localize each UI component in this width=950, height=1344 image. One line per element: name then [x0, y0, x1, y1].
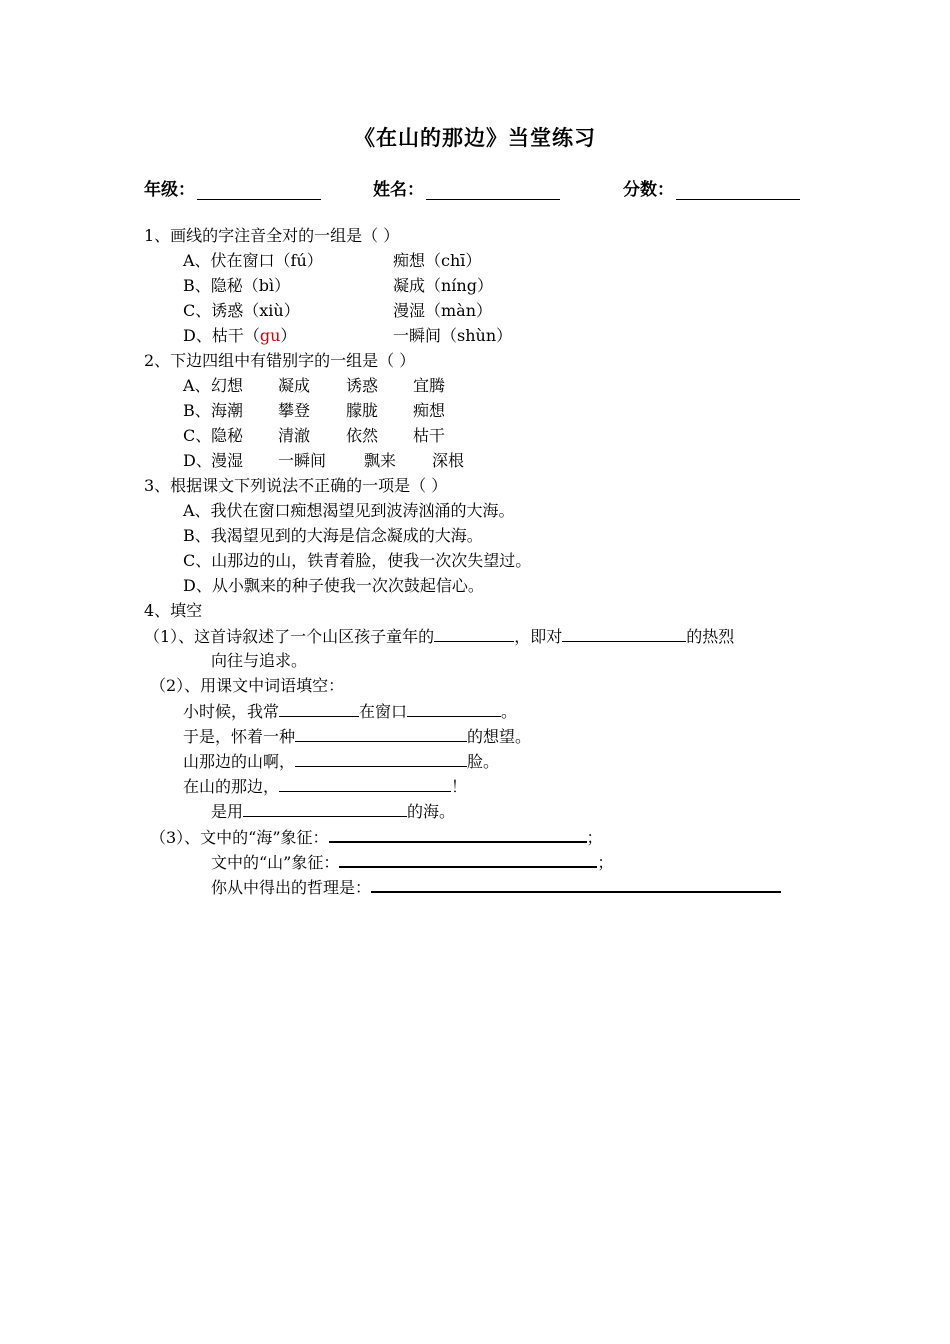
- q4-part2-l1-text-b: 在窗口: [359, 702, 408, 721]
- q4-part3-l2-text-b: ；: [597, 853, 614, 872]
- q4-part3-l1-text-b: ；: [586, 828, 603, 847]
- q3-option-b: B、我渴望见到的大海是信念凝成的大海。: [183, 526, 483, 545]
- q1-option-c-left: C、诱惑（xiù）: [183, 301, 300, 320]
- grade-label: 年级：: [144, 180, 195, 200]
- q2-option-d-word-3: 飘来: [364, 451, 397, 470]
- q4-part2-l1-blank-1[interactable]: [279, 701, 359, 717]
- q4-stem: 4、填空: [144, 601, 203, 620]
- q4-part3-sea-blank[interactable]: [329, 826, 587, 843]
- name-label: 姓名：: [373, 180, 424, 200]
- q2-option-a-word-2: 凝成: [278, 376, 311, 395]
- q4-part3-line1: [150, 826, 603, 848]
- q2-option-a-label: A、: [183, 376, 211, 395]
- q4-part2-line5: [211, 801, 455, 822]
- q4-part2-l3-blank[interactable]: [295, 751, 467, 767]
- name-field: [373, 175, 560, 200]
- q1-option-a-left: A、伏在窗口（fú）: [183, 251, 323, 270]
- q4-part3-mountain-blank[interactable]: [339, 851, 597, 868]
- q1-option-d-left: [183, 326, 296, 346]
- q4-part1-blank-1[interactable]: [434, 626, 514, 642]
- q2-option-b-word-1: 海潮: [211, 401, 244, 420]
- q2-option-c-word-2: 清澈: [278, 426, 311, 445]
- q4-part1-line1: [144, 626, 734, 647]
- q4-part2-l4-text-a: 在山的那边，: [183, 777, 280, 796]
- q4-part2-l2-text-b: 的想望。: [467, 727, 532, 746]
- q4-part3-philosophy-blank[interactable]: [371, 876, 781, 893]
- q2-option-c-word-3: 依然: [346, 426, 379, 445]
- q4-part2-l5-text-a: 是用: [211, 802, 244, 821]
- q4-part2-l3-text-a: 山那边的山啊，: [183, 752, 296, 771]
- q4-part2-l5-blank[interactable]: [243, 801, 407, 817]
- q4-part2-line4: [183, 776, 467, 797]
- score-label: 分数：: [623, 180, 674, 200]
- q4-part2-l2-text-a: 于是，怀着一种: [183, 727, 296, 746]
- q4-part2-l5-text-b: 的海。: [407, 802, 456, 821]
- q1-option-c-right: 漫湿（màn）: [393, 301, 493, 320]
- score-blank[interactable]: [676, 181, 800, 200]
- q3-option-c: C、山那边的山，铁青着脸，使我一次次失望过。: [183, 551, 532, 570]
- q2-option-a-word-1: 幻想: [211, 376, 244, 395]
- q2-option-c-word-4: 枯干: [413, 426, 446, 445]
- q4-part3-l1-text-a: （3）、文中的“海”象征：: [150, 828, 329, 847]
- q1-option-b-right: 凝成（níng）: [393, 276, 493, 295]
- q2-option-d-label: D、: [183, 451, 212, 470]
- q2-option-c-label: C、: [183, 426, 212, 445]
- q2-option-d-word-2: 一瞬间: [278, 451, 327, 470]
- q3-stem: 3、根据课文下列说法不正确的一项是（ ）: [144, 476, 448, 495]
- q4-part3-line3: [211, 876, 781, 898]
- q4-part1-text-b: ，即对: [514, 627, 563, 646]
- page-title: 《在山的那边》当堂练习: [354, 126, 596, 150]
- q4-part2-stem: （2）、用课文中词语填空：: [150, 676, 345, 695]
- q1-stem: 1、画线的字注音全对的一组是（ ）: [144, 226, 400, 245]
- q2-option-d-word-1: 漫湿: [211, 451, 244, 470]
- score-field: [623, 175, 800, 200]
- q3-option-d: D、从小飘来的种子使我一次次鼓起信心。: [183, 576, 484, 595]
- q2-option-b-word-2: 攀登: [278, 401, 311, 420]
- grade-blank[interactable]: [197, 181, 321, 200]
- name-blank[interactable]: [426, 181, 560, 200]
- q4-part2-line1: [183, 701, 517, 722]
- q4-part2-l1-text-a: 小时候，我常: [183, 702, 280, 721]
- q4-part1-blank-2[interactable]: [562, 626, 686, 642]
- q4-part2-l1-text-c: 。: [501, 702, 518, 721]
- q2-option-b-word-3: 朦胧: [346, 401, 379, 420]
- q2-option-a-word-4: 宜腾: [413, 376, 446, 395]
- q1-option-b-left: B、隐秘（bì）: [183, 276, 291, 295]
- q4-part2-l4-blank[interactable]: [279, 776, 451, 792]
- q1-option-d-post: ）: [280, 326, 297, 345]
- q4-part2-l2-blank[interactable]: [295, 726, 467, 742]
- q4-part3-line2: [211, 851, 613, 873]
- q4-part3-l3-text-a: 你从中得出的哲理是：: [211, 878, 372, 897]
- q2-option-b-word-4: 痴想: [413, 401, 446, 420]
- q1-option-d-pre: D、枯干（: [183, 326, 260, 345]
- q1-option-d-right: 一瞬间（shùn）: [393, 326, 513, 345]
- q2-option-b-label: B、: [183, 401, 211, 420]
- q4-part2-l4-text-b: ！: [451, 777, 468, 796]
- q2-option-a-word-3: 诱惑: [346, 376, 379, 395]
- q2-stem: 2、下边四组中有错别字的一组是（ ）: [144, 351, 416, 370]
- q4-part2-l3-text-b: 脸。: [467, 752, 500, 771]
- q4-part2-line3: [183, 751, 499, 772]
- q4-part2-l1-blank-2[interactable]: [407, 701, 501, 717]
- q4-part1-text-a: （1）、这首诗叙述了一个山区孩子童年的: [144, 627, 435, 646]
- q4-part3-l2-text-a: 文中的“山”象征：: [211, 853, 340, 872]
- q2-option-c-word-1: 隐秘: [211, 426, 244, 445]
- q1-option-a: [183, 251, 323, 271]
- q2-option-d-word-4: 深根: [432, 451, 465, 470]
- q4-part1-line2: 向往与追求。: [211, 651, 308, 670]
- q3-option-a: A、我伏在窗口痴想渴望见到波涛汹涌的大海。: [183, 501, 515, 520]
- q1-option-d-red-pinyin: gu: [259, 326, 281, 345]
- q1-option-a-right: 痴想（chī）: [393, 251, 482, 270]
- q4-part1-text-c: 的热烈: [686, 627, 735, 646]
- q4-part2-line2: [183, 726, 531, 747]
- grade-field: [144, 175, 321, 200]
